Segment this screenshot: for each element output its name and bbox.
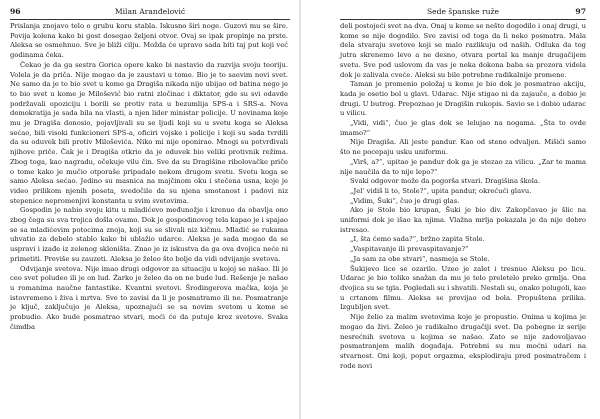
paragraph: Nije Dragiša. Ali jeste pandur. Kao od stene odvaljen. Mišići samo što ne pocepaju usku uniformu. [340, 138, 586, 157]
paragraph: „Jel‘ vidiš li to, Stole?“, upita pandur, okrećući glavu. [350, 186, 532, 195]
paragraph: „Ja sam za obe stvari“, nasmeja se Stole. [350, 254, 490, 263]
paragraph: Svaki odgovor može da pogorša stvari. Dragišina škola. [350, 177, 541, 186]
paragraph: „I, šta ćemo sada?“, bržno zapita Stole. [350, 235, 485, 244]
left-page-body [10, 22, 288, 333]
paragraph: Čekao je da ga sestra Gorica opere kako bi nastavio da razvija svoju teoriju. Volela je da priča. Nije mogao da je zaustavi u tome. Bio je to saevim novi svet. Ne samo da je to bio svet u kome ga Dragiša nikada nije ubijao od batina nego je to bio svet u kome je Milošević bio ratni zločinac i diktator, gde su svi odavde podržavali opoziciju i borili se protiv rata u bezumlija SPS-a i SRS-a. Nova demokratija je sada bila na vlasti, a njen lider ministar policije. U novinama koje mu je Dragiša donosio, pojavljivali su se ljudi koji su u svetu koga se Aleksa sećao, bili visoki funkcioneri SPS-a, oficiri vojske i policije i koji su sada tvrdili da su oduvek bili protiv Miloševića. Niko mi nije oponirao. Mnogi su potvrđivali njihove priče. Čak je i Dragiša otkrio da je oduvek bio veliki protivnik režima. Zbog toga, kao nagradu, očekuje vilu čin. Sve da su Dragišine ribolovačke priče o tome kako je mučio otporaše pripadale nekom drugom svetu. Svetu koga se samo Aleksa sećao. Jedino su masnica na majčinom oku i stečena usna, koje je video prilikom njenih poseta, svedočile da su njena smotanost i padovi niz stepenice nepromenjivi konstanta u svim svetovima. [10, 60, 288, 205]
paragraph: Taman je promenio položaj u kome je bio dok je posmatrao akciju, kada je osetio bol u glavi. Udarac. Nije stigao ni da zajauče, a dobio je drugi. U butrog. Prepoznao je Dragišin rukopis. Savio se i dobio udarac u vilicu. [340, 80, 586, 118]
paragraph: Ako je Stole bio krupan, Šuki je bio div. Zakopčavao je šlic na uniformi dok je išao ka njima. Vlažna mrlja pokazala je da nije dobro istresao. [340, 206, 586, 234]
right-page-header [340, 6, 586, 18]
paragraph: Odvijanje svetova. Nije imao drugi odgovor za situaciju u kojoj se našao. Ili je ceo svet poludeo ili je on lud. Žarko je želeo da on ne bude lud. Rešenje je našao u romanima naučne fantastike. Kvantni svetovi. Šrodingerova mačka, koja je istovremeno i živa i mrtva. Sve to zavisi da li je posmatramo ili ne. Posmatranje je ključ, zaključujo je Aleksa, upoznajući se sa novim svetom u kome se probudio. Ako bude posmatrao stvari, moći će da putuje kroz svetove. Svaka čimdba [10, 264, 288, 331]
left-page-header [10, 6, 290, 18]
paragraph: „Vaspitavanje ili prevaspitavanje?“ [350, 245, 469, 254]
right-header-rule [340, 19, 586, 20]
right-page-body [340, 22, 586, 371]
right-running-head: Sede španske ruže [426, 7, 500, 16]
right-page-number: 97 [575, 7, 586, 16]
paragraph: „Virš, a?“, upitao je pandur dok ga je stezao za vilicu. „Zar te mama nije naučila da to nije lepo?“ [340, 157, 586, 176]
paragraph: Šukijevo lice se ozarilo. Uzeo je zalet i tresnuo Aleksu po licu. Udarac je bio toliko snažan da mu je telo preletelo preko grmlja. Ona dvojica su se tgla. Pogledali su i shvatili. Nestali su, onako polugoli, kao u crtanom filmu. Aleksa se previjao od bola. Propuštena prilika. Izgubljen svet. [340, 264, 586, 312]
paragraph: Gospodin je nabio svoju kitu u mladićevo međunožje i krenuo da obavlja ono zbog čega su sva trojica došla ovamo. Dok je gospodinovog tela kapao je i spajao se sa mladićevim potocima znoja, koji su se slivali niz kičmu. Mladić se rukama uhvatio za debelo stablo kako bi ublažio udarce. Aleksa je sada mogao da se uspravi i izađe iz zelenog skloništa. Znao je iz iskustva da ga ova dvojica neće ni primetiti. Previše su zauzeti. Aleksa je želeo što bolje da vidi odvijanje svetova. [10, 206, 288, 263]
paragraph: Prislanja znojavo telo o grubu koru stabla. Iskusno širi noge. Guzovi mu se šire. Povija kolena kako bi gost dosegao željeni otvor. Ovaj se ipak propinje na prste. Aleksa se osmehnuo. Sve je bliži cilju. Možda će upravo sada biti taj put koji već godinama čeka. [10, 22, 288, 60]
paragraph: „Vidim, Šuki“, čuo je drugi glas. [350, 196, 460, 205]
paragraph: „Vidi, vidi“, čuo je glas dok se lelujao na nogama. „Šta to ovde imamo?“ [340, 119, 586, 137]
left-header-rule [10, 19, 290, 20]
left-page-number: 96 [10, 7, 21, 16]
paragraph: Nije želio za malim svetovima koje je propustio. Onima u kojima je mogao da živi. Želeo je radikalno drugačiji svet. Da pobegne iz serije nesrećnih svetova u kojima se našao. Zato se nije zadovoljavao posmatranjem malih događaja. Potrebni su mu moćni udari na stvarnost. Oni koji, poput orgazma, eksplodiraju pred posmatračem i rode novi [340, 313, 586, 370]
left-running-head: Milan Aranđelović [114, 7, 186, 16]
paragraph: deli postojeći svet na dva. Onaj u kome se nešto dogodilo i onaj drugi, u kome se nije dogodilo. Sve zavisi od toga da li neko posmatra. Mala dela stvaraju svetove koji se malo razlikuju od naših. Odluka da tog jutra skrenemo levo a ne desno, otvara portal ka manje drugačijem svetu. Sve pod uslovom da vas je neka dokona baba sa prozora videla dok je zalivala cveće. Aleksi su bile potrebne radikalnije promene. [340, 22, 586, 79]
right-page [300, 0, 600, 419]
